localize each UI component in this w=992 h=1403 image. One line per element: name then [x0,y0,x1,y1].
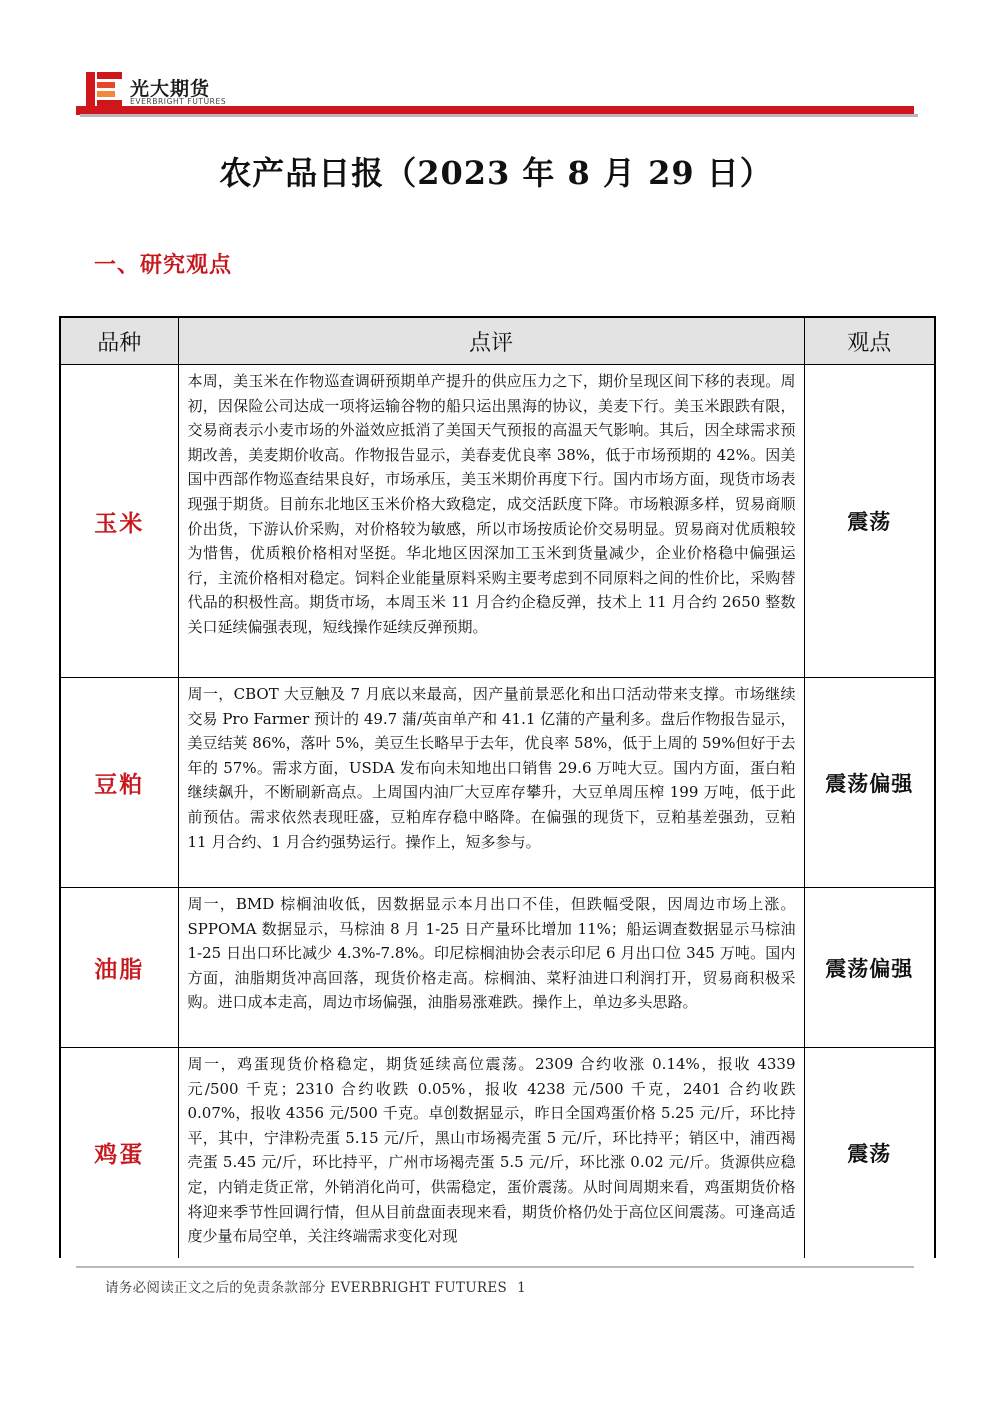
table-row-oils [60,888,935,1048]
table-row-eggs [60,1048,935,1258]
comment-cell: 周一，BMD 棕榈油收低，因数据显示本月出口不佳，但跌幅受限，因周边市场上涨。SPPOMA 数据显示，马棕油 8 月 1-25 日产量环比增加 11%；船运调查数据显示马棕油 1-25 日出口环比减少 4.3%-7.8%。印尼棕榈油协会表示印尼 6 月出口位 345 万吨。国内方面，油脂期货冲高回落，现货价格走高。棕榈油、菜籽油进口利润打开，贸易商积极采购。进口成本走高，周边市场偏强，油脂易涨难跌。操作上，单边多头思路。 [178,888,804,1048]
view-cell: 震荡 [804,1048,935,1258]
column-header-comment: 点评 [178,317,804,365]
footer-disclaimer: 请务必阅读正文之后的免责条款部分 EVERBRIGHT FUTURES [105,1280,508,1296]
table-row-soymeal [60,678,935,888]
logo-english-name: EVERBRIGHT FUTURES [130,97,227,106]
column-header-view: 观点 [804,317,935,365]
logo-chinese-name: 光大期货 [130,78,211,100]
research-view-table [59,316,936,1258]
comment-cell: 本周，美玉米在作物巡查调研预期单产提升的供应压力之下，期价呈现区间下移的表现。周初，因保险公司达成一项将运输谷物的船只运出黑海的协议，美麦下行。美玉米跟跌有限，交易商表示小麦市场的外溢效应抵消了美国天气预报的高温天气影响。其后，因全球需求预期改善，美麦期价收高。作物报告显示，美春麦优良率 38%，低于市场预期的 42%。因美国中西部作物巡查结果良好，市场承压，美玉米期价再度下行。国内市场方面，现货市场表现强于期货。目前东北地区玉米价格大致稳定，成交活跃度下降。市场粮源多样，贸易商顺价出货，下游认价采购，对价格较为敏感，所以市场按质论价交易明显。贸易商对优质粮较为惜售，优质粮价格相对坚挺。华北地区因深加工玉米到货量减少，企业价格稳中偏强运行，主流价格相对稳定。饲料企业能量原料采购主要考虑到不同原料之间的性价比，采购替代品的积极性高。期货市场，本周玉米 11 月合约企稳反弹，技术上 11 月合约 2650 整数关口延续偏强表现，短线操作延续反弹预期。 [178,365,804,678]
header-rule-shadow [80,114,918,117]
variety-cell: 玉米 [60,365,178,678]
column-header-variety: 品种 [60,317,178,365]
section-heading: 一、研究观点 [94,252,233,278]
footer-rule [76,1266,914,1268]
everbright-logo-icon [86,72,122,106]
variety-cell: 鸡蛋 [60,1048,178,1258]
variety-cell: 油脂 [60,888,178,1048]
table-row-corn [60,365,935,678]
table-header-row [60,317,935,365]
page-title: 农产品日报（2023 年 8 月 29 日） [219,154,773,192]
view-cell: 震荡偏强 [804,888,935,1048]
variety-cell: 豆粕 [60,678,178,888]
comment-cell: 周一，鸡蛋现货价格稳定，期货延续高位震荡。2309 合约收涨 0.14%，报收 4339 元/500 千克；2310 合约收跌 0.05%，报收 4238 元/500 千克，2401 合约收跌 0.07%，报收 4356 元/500 千克。卓创数据显示，昨日全国鸡蛋价格 5.25 元/斤，环比持平，其中，宁津粉壳蛋 5.15 元/斤，黑山市场褐壳蛋 5 元/斤，环比持平；销区中，浦西褐壳蛋 5.45 元/斤，环比持平，广州市场褐壳蛋 5.5 元/斤，环比涨 0.02 元/斤。货源供应稳定，内销走货正常，外销消化尚可，供需稳定，蛋价震荡。从时间周期来看，鸡蛋期货价格将迎来季节性回调行情，但从目前盘面表现来看，期货价格仍处于高位区间震荡。可逢高适度少量布局空单，关注终端需求变化对现 [178,1048,804,1258]
comment-cell: 周一，CBOT 大豆触及 7 月底以来最高，因产量前景恶化和出口活动带来支撑。市场继续交易 Pro Farmer 预计的 49.7 蒲/英亩单产和 41.1 亿蒲的产量利多。盘后作物报告显示，美豆结荚 86%，落叶 5%，美豆生长略早于去年，优良率 58%，低于上周的 59%但好于去年的 57%。需求方面，USDA 发布向未知地出口销售 29.6 万吨大豆。国内方面，蛋白粕继续飙升，不断刷新高点。上周国内油厂大豆库存攀升，大豆单周压榨 199 万吨，低于此前预估。需求依然表现旺盛，豆粕库存稳中略降。在偏强的现货下，豆粕基差强劲，豆粕 11 月合约、1 月合约强势运行。操作上，短多参与。 [178,678,804,888]
view-cell: 震荡偏强 [804,678,935,888]
footer [105,1276,526,1296]
page-number: 1 [517,1280,526,1296]
logo [86,68,236,108]
view-cell: 震荡 [804,365,935,678]
